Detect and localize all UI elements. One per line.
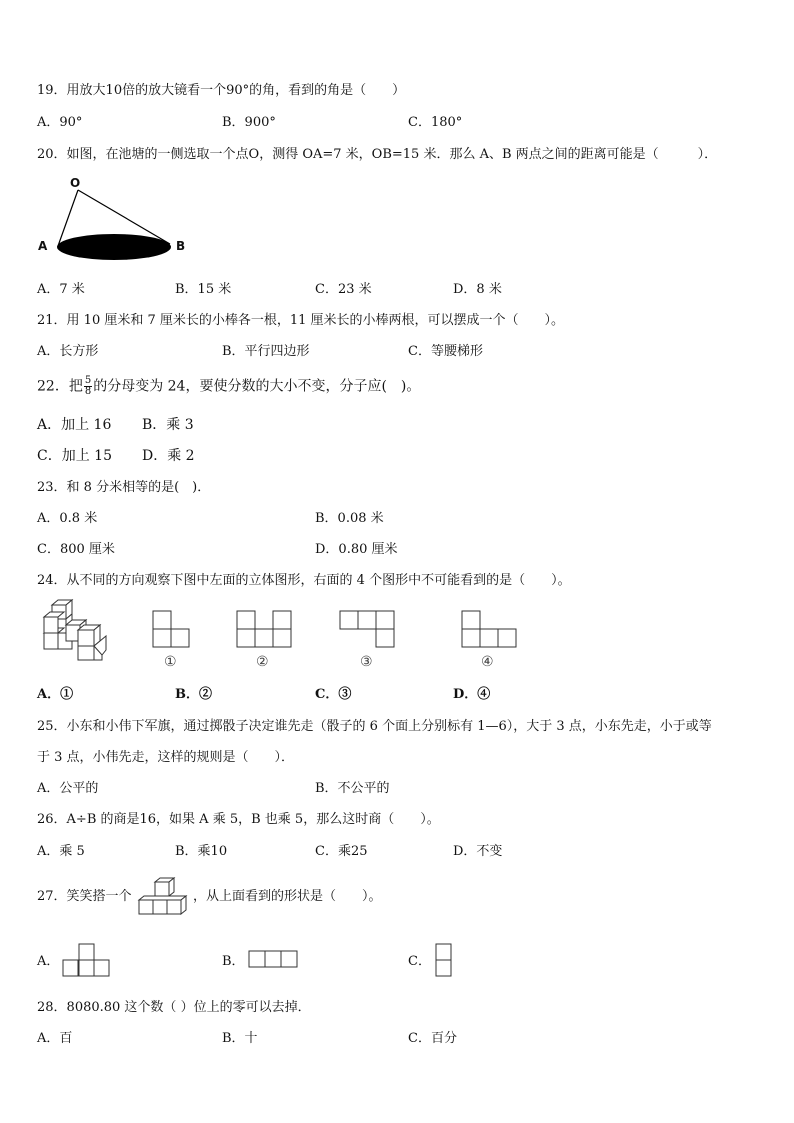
q21-option-b: B．平行四边形: [222, 344, 310, 359]
q21-option-c: C．等腰梯形: [408, 344, 483, 359]
q26-option-c: C．乘25: [315, 844, 368, 859]
fraction-numerator: 5: [84, 375, 92, 386]
q26-option-d: D．不变: [453, 844, 503, 859]
q27-stem-post: ，从上面看到的形状是（ ）。: [193, 889, 382, 904]
q28-stem: 28．8080.80 这个数（ ）位上的零可以去掉．: [37, 1000, 311, 1015]
q25-option-a: A．公平的: [37, 781, 99, 796]
q27-option-b: B．: [222, 954, 245, 969]
q20-stem: 20．如图，在池塘的一侧选取一个点O，测得 OA=7 米，OB=15 米．那么 A、B 两点之间的距离可能是（ ）．: [37, 147, 718, 162]
q22-stem-post: 的分母变为 24，要使分数的大小不变，分子应( )。: [93, 378, 421, 395]
view-4-number: ④: [481, 654, 494, 670]
view-2-number: ②: [256, 654, 269, 670]
q19-stem: 19．用放大10倍的放大镜看一个90°的角，看到的角是（ ）: [37, 83, 406, 98]
q20-option-c: C．23 米: [315, 282, 372, 297]
q23-option-d: D．0.80 厘米: [315, 542, 398, 557]
q27-option-c: C．: [408, 954, 431, 969]
q28-option-b: B．十: [222, 1031, 258, 1046]
q21-stem: 21．用 10 厘米和 7 厘米长的小棒各一根，11 厘米长的小棒两根，可以摆成一个（ ）。: [37, 313, 565, 328]
fraction-denominator: 8: [84, 386, 92, 397]
q27-view-a: [63, 944, 109, 976]
q22-option-b: B．乘 3: [142, 417, 194, 433]
q27-stem-pre: 27．笑笑搭一个: [37, 889, 132, 904]
view-1-number: ①: [164, 654, 177, 670]
q19-option-a: A．90°: [37, 115, 83, 130]
q27-solid: [139, 878, 186, 914]
q20-option-b: B．15 米: [175, 282, 232, 297]
q22-option-c: C．加上 15: [37, 448, 112, 464]
q27-option-a: A．: [37, 954, 60, 969]
q20-option-a: A．7 米: [37, 282, 85, 297]
q25-option-b: B．不公平的: [315, 781, 390, 796]
q19-option-c: C．180°: [408, 115, 463, 130]
q20-label-a: A: [38, 239, 48, 253]
q26-option-a: A．乘 5: [37, 844, 85, 859]
q20-label-b: B: [176, 239, 186, 253]
q22-option-a: A．加上 16: [37, 417, 112, 433]
q20-option-d: D．8 米: [453, 282, 502, 297]
q22-option-d: D．乘 2: [142, 448, 195, 464]
q28-option-a: A．百: [37, 1031, 73, 1046]
q25-stem-line1: 25．小东和小伟下军旗，通过掷骰子决定谁先走（骰子的 6 个面上分别标有 1—6），大于 3 点，小东先走，小于或等: [37, 719, 712, 734]
q24-option-a: A．①: [37, 687, 74, 702]
q27-view-c: [436, 944, 451, 976]
q28-option-c: C．百分: [408, 1031, 457, 1046]
q21-option-a: A．长方形: [37, 344, 99, 359]
q27-view-b: [249, 951, 297, 967]
q26-option-b: B．乘10: [175, 844, 228, 859]
q26-stem: 26．A÷B 的商是16，如果 A 乘 5，B 也乘 5，那么这时商（ ）。: [37, 812, 440, 827]
q20-label-o: O: [70, 176, 81, 190]
q22-stem-pre: 22．把: [37, 378, 83, 395]
view-3-number: ③: [360, 654, 373, 670]
q24-option-c: C．③: [315, 687, 352, 702]
q24-option-d: D．④: [453, 687, 491, 702]
q24-stem: 24．从不同的方向观察下图中左面的立体图形，右面的 4 个图形中不可能看到的是（ ）。: [37, 573, 571, 588]
q23-option-a: A．0.8 米: [37, 511, 98, 526]
q24-option-b: B．②: [175, 687, 212, 702]
q23-stem: 23．和 8 分米相等的是( )．: [37, 480, 211, 495]
q19-option-b: B．900°: [222, 115, 276, 130]
q25-stem-line2: 于 3 点，小伟先走，这样的规则是（ ）．: [37, 750, 295, 765]
q23-option-c: C．800 厘米: [37, 542, 115, 557]
q23-option-b: B．0.08 米: [315, 511, 384, 526]
